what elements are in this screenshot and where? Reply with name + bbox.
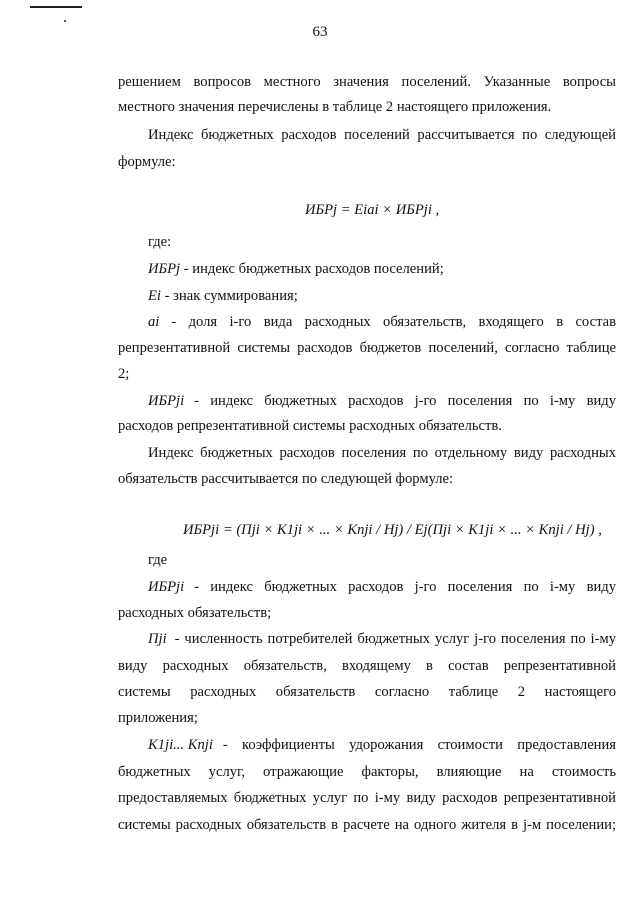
text-line: формуле:	[118, 154, 176, 170]
formula-ibrj: ИБРj = Eiai × ИБРji ,	[305, 202, 440, 218]
where-label: где	[148, 552, 168, 568]
page-number: 63	[312, 24, 328, 40]
text-line: расходов репрезентативной системы расходных обязательств.	[118, 418, 502, 434]
text-line: виду расходных обязательств, входящему в состав репрезентативной	[118, 658, 616, 674]
text-line: репрезентативной системы расходов бюджетов поселений, согласно таблице	[118, 340, 616, 356]
term-text: - индекс бюджетных расходов поселений;	[183, 261, 444, 277]
definition-ibrj	[148, 259, 616, 279]
definition-ai	[148, 312, 616, 332]
text-line: обязательств рассчитывается по следующей формуле:	[118, 471, 454, 487]
term-text: - численность потребителей бюджетных услуг j-го поселения по i-му	[174, 631, 616, 647]
formula-ibrji: ИБРji = (Пji × K1ji × ... × Knji / Hj) / Ej(Пji × K1ji × ... × Knji / Hj) ,	[183, 522, 602, 538]
text-line: системы расходных обязательств в расчете на одного жителя в j-м поселении;	[118, 817, 616, 833]
text-line: местного значения перечислены в таблице 2 настоящего приложения.	[118, 99, 552, 115]
text-line: 2;	[118, 366, 130, 382]
text-line: приложения;	[118, 710, 198, 726]
text-line: решением вопросов местного значения поселений. Указанные вопросы	[118, 74, 616, 90]
text-line: расходных обязательств;	[118, 605, 272, 621]
where-label: где:	[148, 234, 172, 250]
term: K1ji... Knji	[148, 737, 213, 753]
term-text: - доля i-го вида расходных обязательств, входящего в состав	[171, 314, 616, 330]
term: ИБРj	[148, 261, 181, 277]
definition-ei	[148, 286, 616, 306]
definition-pji	[148, 629, 616, 649]
term-text: - индекс бюджетных расходов j-го поселения по i-му виду	[194, 393, 616, 409]
text-line: системы расходных обязательств согласно таблице 2 настоящего	[118, 684, 616, 700]
top-rule	[30, 6, 82, 8]
definition-ibrji	[148, 391, 616, 411]
term-text: - индекс бюджетных расходов j-го поселения по i-му виду	[194, 579, 616, 595]
definition-k1ji	[148, 735, 616, 755]
term: Пji	[148, 631, 167, 647]
term-text: - знак суммирования;	[164, 288, 298, 304]
text-line: бюджетных услуг, отражающие факторы, влияющие на стоимость	[118, 764, 616, 780]
term: Ei	[148, 288, 161, 304]
term-text: - коэффициенты удорожания стоимости предоставления	[222, 737, 616, 753]
term: ai	[148, 314, 160, 330]
text-line: Индекс бюджетных расходов поселений рассчитывается по следующей	[148, 127, 616, 143]
term: ИБРji	[148, 393, 185, 409]
text-line: предоставляемых бюджетных услуг по i-му виду расходов репрезентативной	[118, 790, 616, 806]
definition-ibrji-2	[148, 577, 616, 597]
scan-dot	[64, 20, 66, 22]
text-line: Индекс бюджетных расходов поселения по отдельному виду расходных	[148, 445, 616, 461]
term: ИБРji	[148, 579, 185, 595]
